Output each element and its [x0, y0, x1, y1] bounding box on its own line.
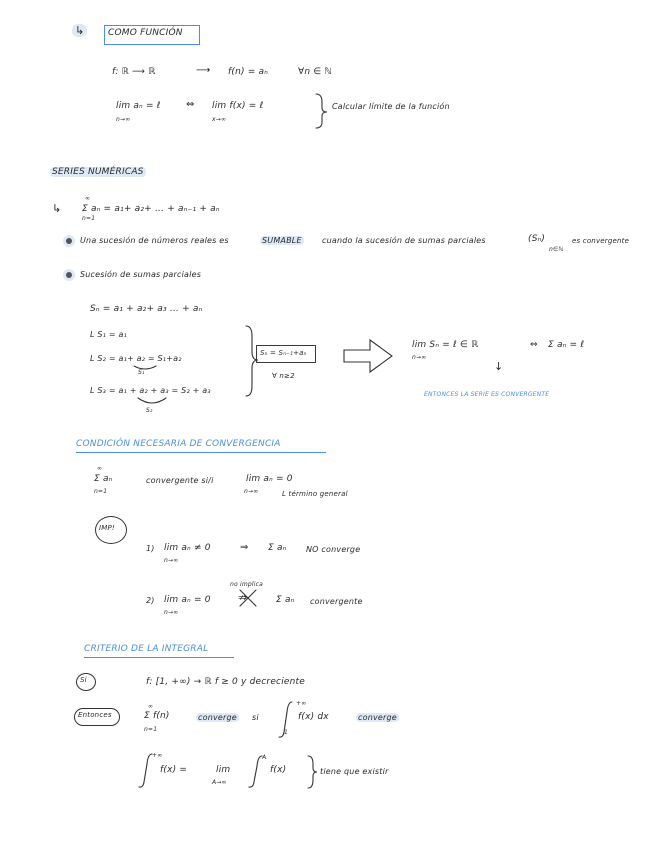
section-title-criterio: CRITERIO DE LA INTEGRAL — [84, 644, 209, 654]
entonces-label: Entonces — [78, 711, 112, 719]
improper-top: +∞ — [152, 752, 163, 759]
limit-note: Calcular límite de la función — [332, 102, 450, 111]
imp1-num: 1) — [146, 544, 155, 553]
imp1-sum: Σ aₙ — [268, 543, 287, 553]
imp1-implies: ⇒ — [240, 542, 249, 553]
improper-lim-sub: A→∞ — [212, 779, 227, 786]
tiene-que-existir: tiene que existir — [320, 767, 389, 776]
limit-sequence-sub: n→∞ — [116, 116, 131, 123]
integral-bot: 1 — [284, 729, 289, 736]
cond-limit: lim aₙ = 0 — [246, 474, 293, 484]
function-definition: f(n) = aₙ — [228, 67, 269, 77]
s3-under: S₂ — [146, 407, 153, 414]
sumable-text-e: es convergente — [572, 237, 630, 245]
series-arrow: ↳ — [52, 202, 62, 215]
integral-expr: f(x) dx — [298, 712, 329, 722]
section-title-series: SERIES NUMÉRICAS — [52, 167, 144, 177]
series-iff: ⇔ — [530, 340, 538, 350]
s2-line: L S₂ = a₁+ a₂ = S₁+a₂ — [90, 354, 182, 363]
crit-sum: Σ f(n) — [144, 711, 170, 721]
limit-function-sub: x→∞ — [212, 116, 227, 123]
cond-sum-bot: n=1 — [94, 488, 108, 495]
imp1-result: NO converge — [306, 545, 361, 554]
cond-limit-sub: n→∞ — [244, 488, 259, 495]
limit-sequence: lim aₙ = ℓ — [116, 101, 161, 111]
improper-lhs: f(x) = — [160, 765, 188, 775]
crit-sum-top: ∞ — [148, 703, 154, 710]
improper-rhs: f(x) — [270, 765, 287, 775]
series-conclusion: ENTONCES LA SERIE ES CONVERGENTE — [424, 391, 550, 398]
criterio-condition: f: [1, +∞) → ℝ f ≥ 0 y decreciente — [146, 677, 306, 687]
imp2-result: convergente — [310, 597, 363, 606]
s2-text: S₂ = a₁+ a₂ = S₁+a₂ — [97, 354, 182, 363]
cond-sum-top: ∞ — [97, 465, 103, 472]
improper-upper: A — [262, 754, 267, 761]
s3-text: S₃ = a₁ + a₂ + a₃ = S₂ + a₃ — [97, 386, 211, 395]
sumable-text-a: Una sucesión de números reales es — [80, 236, 229, 245]
partial-sums-title: Sucesión de sumas parciales — [80, 270, 202, 279]
s1-line: L S₁ = a₁ — [90, 330, 127, 339]
series-definition: Σ aₙ = a₁+ a₂+ … + aₙ₋₁ + aₙ — [82, 204, 220, 214]
recurrence-formula: Sₙ = Sₙ₋₁+aₙ — [260, 349, 307, 357]
section-title-condicion: CONDICIÓN NECESARIA DE CONVERGENCIA — [76, 439, 281, 449]
arrow-marker: ↳ — [72, 24, 87, 37]
sumable-keyword: SUMABLE — [262, 236, 302, 245]
cond-sum: Σ aₙ — [94, 474, 113, 484]
imp2-limit-sub: n→∞ — [164, 609, 179, 616]
recurrence-condition: ∀ n≥2 — [272, 372, 295, 380]
imp1-limit: lim aₙ ≠ 0 — [164, 543, 211, 553]
s2-under: S₁ — [138, 369, 145, 376]
series-sum-bot: n=1 — [82, 215, 96, 222]
imp2-limit: lim aₙ = 0 — [164, 595, 211, 605]
s3-line: L S₃ = a₁ + a₂ + a₃ = S₂ + a₃ — [90, 386, 211, 395]
series-sum-equals: Σ aₙ = ℓ — [548, 340, 585, 350]
forall-n: ∀n ∈ ℕ — [298, 67, 332, 77]
converge-keyword-2: converge — [358, 713, 397, 722]
partial-sums-sub: n∈ℕ — [549, 246, 564, 253]
sumable-text-c: cuando la sucesión de sumas parciales — [322, 236, 486, 245]
partial-sums-notation: (Sₙ) — [528, 234, 546, 244]
imp-label: IMP! — [99, 524, 115, 532]
limit-function: lim f(x) = ℓ — [212, 101, 264, 111]
s1-text: S₁ = a₁ — [97, 330, 127, 339]
down-arrow: ↓ — [494, 360, 504, 373]
integral-top: +∞ — [296, 700, 307, 707]
series-limit: lim Sₙ = ℓ ∈ ℝ — [412, 340, 479, 350]
imp2-num: 2) — [146, 596, 155, 605]
iff-symbol: ⇔ — [186, 99, 195, 110]
crit-sum-bot: n=1 — [144, 726, 158, 733]
imp2-note: no implica — [230, 581, 264, 588]
series-limit-sub: n→∞ — [412, 354, 427, 361]
series-sum-top: ∞ — [85, 195, 91, 202]
imp2-not-implies: ⇏ — [238, 591, 248, 604]
cond-text: convergente si/i — [146, 476, 214, 485]
function-map: f: ℝ ⟶ ℝ — [112, 67, 156, 77]
imp2-sum: Σ aₙ — [276, 595, 295, 605]
improper-lim: lim — [216, 765, 231, 775]
general-term-note: L término general — [282, 490, 348, 498]
si-label: Si — [80, 676, 87, 684]
iff-word: si — [252, 713, 259, 722]
converge-keyword-1: converge — [198, 713, 237, 722]
imp1-limit-sub: n→∞ — [164, 557, 179, 564]
sn-definition: Sₙ = a₁ + a₂+ a₃ … + aₙ — [90, 304, 203, 314]
section-title-funcion: COMO FUNCIÓN — [108, 28, 183, 38]
implies-arrow: ⟶ — [196, 65, 211, 76]
